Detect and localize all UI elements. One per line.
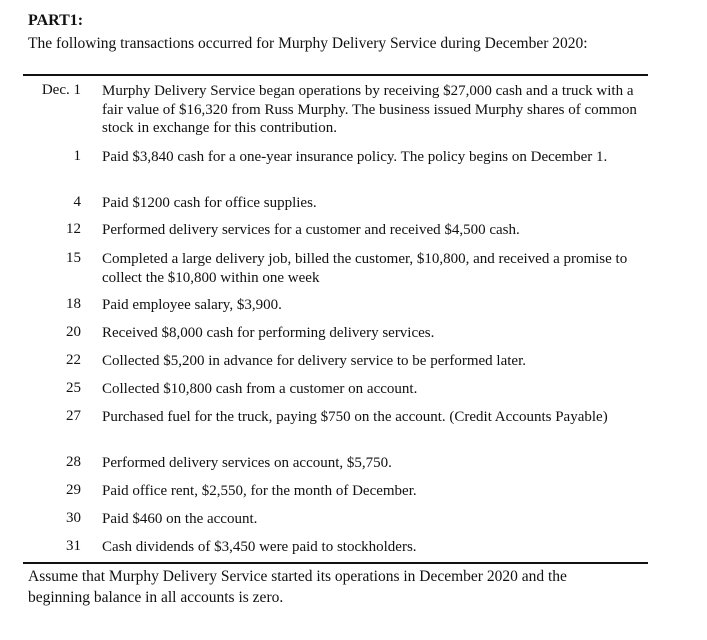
transaction-date: 30 — [66, 510, 81, 526]
transaction-description: Paid $3,840 cash for a one-year insurance policy. The policy begins on December 1. — [102, 149, 608, 165]
transaction-description: Collected $10,800 cash from a customer on account. — [102, 381, 418, 397]
transaction-description: Cash dividends of $3,450 were paid to stockholders. — [102, 539, 417, 555]
transaction-date: 29 — [66, 482, 81, 498]
transaction-description: Murphy Delivery Service began operations by receiving $27,000 cash and a truck with a fair value of $16,320 from Russ Murphy. The business issued Murphy shares of common stock in exchange for this contribution. — [102, 83, 637, 136]
transaction-date: 1 — [73, 148, 81, 164]
transaction-description: Paid $460 on the account. — [102, 511, 258, 527]
table-bottom-rule — [23, 562, 648, 564]
transaction-date: 12 — [66, 221, 81, 237]
transaction-date: 15 — [66, 250, 81, 266]
transaction-description: Performed delivery services on account, $5,750. — [102, 455, 392, 471]
transaction-date: 28 — [66, 454, 81, 470]
transaction-date: 25 — [66, 380, 81, 396]
transaction-date: 31 — [66, 538, 81, 554]
transaction-date: 22 — [66, 352, 81, 368]
transaction-date: 20 — [66, 324, 81, 340]
transaction-date: 4 — [73, 194, 81, 210]
intro-text: The following transactions occurred for Murphy Delivery Service during December 2020: — [28, 35, 588, 52]
transaction-description: Collected $5,200 in advance for delivery service to be performed later. — [102, 353, 526, 369]
transaction-description: Received $8,000 cash for performing delivery services. — [102, 325, 435, 341]
assumption-note: Assume that Murphy Delivery Service started its operations in December 2020 and the beginning balance in all accounts is zero. — [28, 568, 567, 606]
transaction-description: Paid $1200 cash for office supplies. — [102, 195, 317, 211]
transaction-description: Purchased fuel for the truck, paying $750 on the account. (Credit Accounts Payable) — [102, 409, 608, 425]
transaction-description: Paid employee salary, $3,900. — [102, 297, 282, 313]
transaction-description: Paid office rent, $2,550, for the month of December. — [102, 483, 417, 499]
transaction-date: Dec. 1 — [41, 82, 81, 98]
transaction-description: Completed a large delivery job, billed the customer, $10,800, and received a promise to collect the $10,800 within one week — [102, 251, 628, 286]
transaction-date: 18 — [66, 296, 81, 312]
table-top-rule — [23, 74, 648, 76]
transaction-date: 27 — [66, 408, 81, 424]
part-title: PART1: — [28, 12, 84, 29]
transaction-description: Performed delivery services for a customer and received $4,500 cash. — [102, 222, 520, 238]
